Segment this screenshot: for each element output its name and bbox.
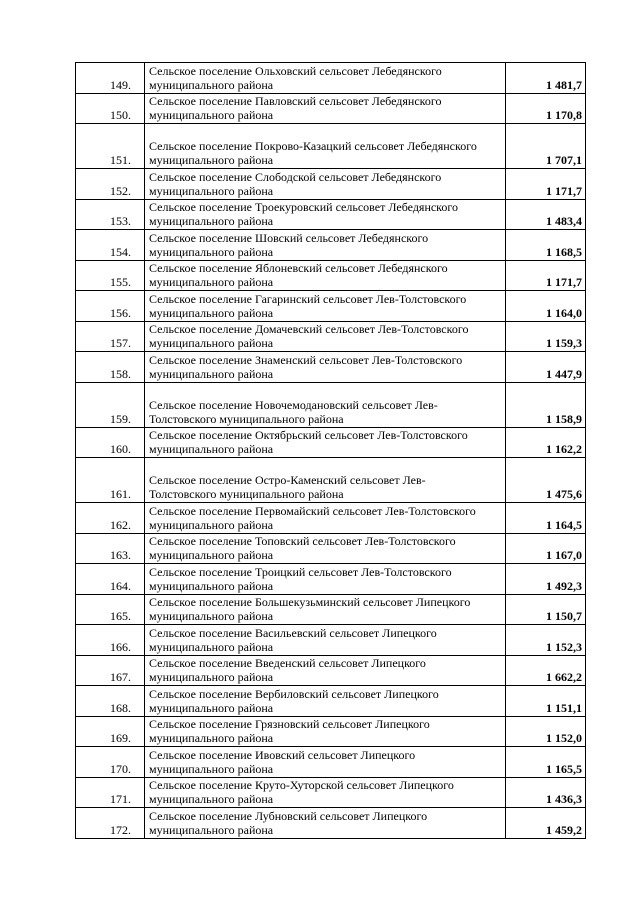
table-row (76, 594, 586, 625)
settlement-name: Сельское поселение Васильевский сельсовет Липецкого муниципального района (145, 625, 506, 656)
amount-value: 1 162,2 (506, 427, 586, 458)
row-number: 171. (76, 777, 145, 808)
table-row (76, 533, 586, 564)
row-number: 151. (76, 124, 145, 169)
row-number: 156. (76, 291, 145, 322)
amount-value: 1 475,6 (506, 458, 586, 503)
settlement-name: Сельское поселение Гагаринский сельсовет Лев-Толстовского муниципального района (145, 291, 506, 322)
table-row (76, 716, 586, 747)
settlement-name: Сельское поселение Остро-Каменский сельсовет Лев- Толстовского муниципального района (145, 458, 506, 503)
row-number: 155. (76, 260, 145, 291)
settlement-name: Сельское поселение Введенский сельсовет Липецкого муниципального района (145, 655, 506, 686)
table-row (76, 93, 586, 124)
row-number: 157. (76, 321, 145, 352)
table-row (76, 382, 586, 427)
amount-value: 1 159,3 (506, 321, 586, 352)
amount-value: 1 152,3 (506, 625, 586, 656)
row-number: 172. (76, 808, 145, 839)
table-row (76, 777, 586, 808)
amount-value: 1 167,0 (506, 533, 586, 564)
amount-value: 1 171,7 (506, 169, 586, 200)
amount-value: 1 483,4 (506, 199, 586, 230)
row-number: 154. (76, 230, 145, 261)
table-body (76, 63, 586, 839)
row-number: 159. (76, 382, 145, 427)
amount-value: 1 164,5 (506, 503, 586, 534)
settlement-name: Сельское поселение Октябрьский сельсовет Лев-Толстовского муниципального района (145, 427, 506, 458)
settlement-name: Сельское поселение Домачевский сельсовет Лев-Толстовского муниципального района (145, 321, 506, 352)
table-row (76, 63, 586, 94)
table-row (76, 747, 586, 778)
settlements-table (75, 62, 586, 839)
amount-value: 1 436,3 (506, 777, 586, 808)
row-number: 160. (76, 427, 145, 458)
amount-value: 1 165,5 (506, 747, 586, 778)
row-number: 167. (76, 655, 145, 686)
settlement-name: Сельское поселение Топовский сельсовет Лев-Толстовского муниципального района (145, 533, 506, 564)
amount-value: 1 170,8 (506, 93, 586, 124)
amount-value: 1 707,1 (506, 124, 586, 169)
settlement-name: Сельское поселение Павловский сельсовет Лебедянского муниципального района (145, 93, 506, 124)
amount-value: 1 492,3 (506, 564, 586, 595)
amount-value: 1 459,2 (506, 808, 586, 839)
amount-value: 1 152,0 (506, 716, 586, 747)
settlement-name: Сельское поселение Ольховский сельсовет Лебедянского муниципального района (145, 63, 506, 94)
amount-value: 1 171,7 (506, 260, 586, 291)
table-row (76, 260, 586, 291)
table-row (76, 230, 586, 261)
settlement-name: Сельское поселение Яблоневский сельсовет Лебедянского муниципального района (145, 260, 506, 291)
settlement-name: Сельское поселение Знаменский сельсовет Лев-Толстовского муниципального района (145, 352, 506, 383)
settlement-name: Сельское поселение Шовский сельсовет Лебедянского муниципального района (145, 230, 506, 261)
table-row (76, 655, 586, 686)
table-row (76, 124, 586, 169)
row-number: 163. (76, 533, 145, 564)
settlement-name: Сельское поселение Покрово-Казацкий сельсовет Лебедянского муниципального района (145, 124, 506, 169)
row-number: 168. (76, 686, 145, 717)
row-number: 158. (76, 352, 145, 383)
table-row (76, 199, 586, 230)
row-number: 152. (76, 169, 145, 200)
table-row (76, 503, 586, 534)
table-row (76, 686, 586, 717)
row-number: 150. (76, 93, 145, 124)
amount-value: 1 158,9 (506, 382, 586, 427)
settlement-name: Сельское поселение Вербиловский сельсовет Липецкого муниципального района (145, 686, 506, 717)
table-row (76, 625, 586, 656)
table-row (76, 427, 586, 458)
settlement-name: Сельское поселение Круто-Хуторской сельсовет Липецкого муниципального района (145, 777, 506, 808)
row-number: 153. (76, 199, 145, 230)
row-number: 166. (76, 625, 145, 656)
row-number: 169. (76, 716, 145, 747)
row-number: 162. (76, 503, 145, 534)
table-row (76, 291, 586, 322)
settlement-name: Сельское поселение Слободской сельсовет Лебедянского муниципального района (145, 169, 506, 200)
amount-value: 1 481,7 (506, 63, 586, 94)
amount-value: 1 150,7 (506, 594, 586, 625)
amount-value: 1 447,9 (506, 352, 586, 383)
row-number: 164. (76, 564, 145, 595)
amount-value: 1 164,0 (506, 291, 586, 322)
row-number: 149. (76, 63, 145, 94)
table-row (76, 352, 586, 383)
row-number: 161. (76, 458, 145, 503)
settlement-name: Сельское поселение Ивовский сельсовет Липецкого муниципального района (145, 747, 506, 778)
row-number: 170. (76, 747, 145, 778)
table-row (76, 169, 586, 200)
table-row (76, 458, 586, 503)
amount-value: 1 662,2 (506, 655, 586, 686)
amount-value: 1 168,5 (506, 230, 586, 261)
row-number: 165. (76, 594, 145, 625)
settlement-name: Сельское поселение Лубновский сельсовет Липецкого муниципального района (145, 808, 506, 839)
settlement-name: Сельское поселение Грязновский сельсовет Липецкого муниципального района (145, 716, 506, 747)
table-row (76, 564, 586, 595)
settlement-name: Сельское поселение Первомайский сельсовет Лев-Толстовского муниципального района (145, 503, 506, 534)
amount-value: 1 151,1 (506, 686, 586, 717)
settlement-name: Сельское поселение Троекуровский сельсовет Лебедянского муниципального района (145, 199, 506, 230)
settlement-name: Сельское поселение Троицкий сельсовет Лев-Толстовского муниципального района (145, 564, 506, 595)
settlement-name: Сельское поселение Новочемодановский сельсовет Лев- Толстовского муниципального района (145, 382, 506, 427)
table-row (76, 321, 586, 352)
table-row (76, 808, 586, 839)
settlement-name: Сельское поселение Большекузьминский сельсовет Липецкого муниципального района (145, 594, 506, 625)
